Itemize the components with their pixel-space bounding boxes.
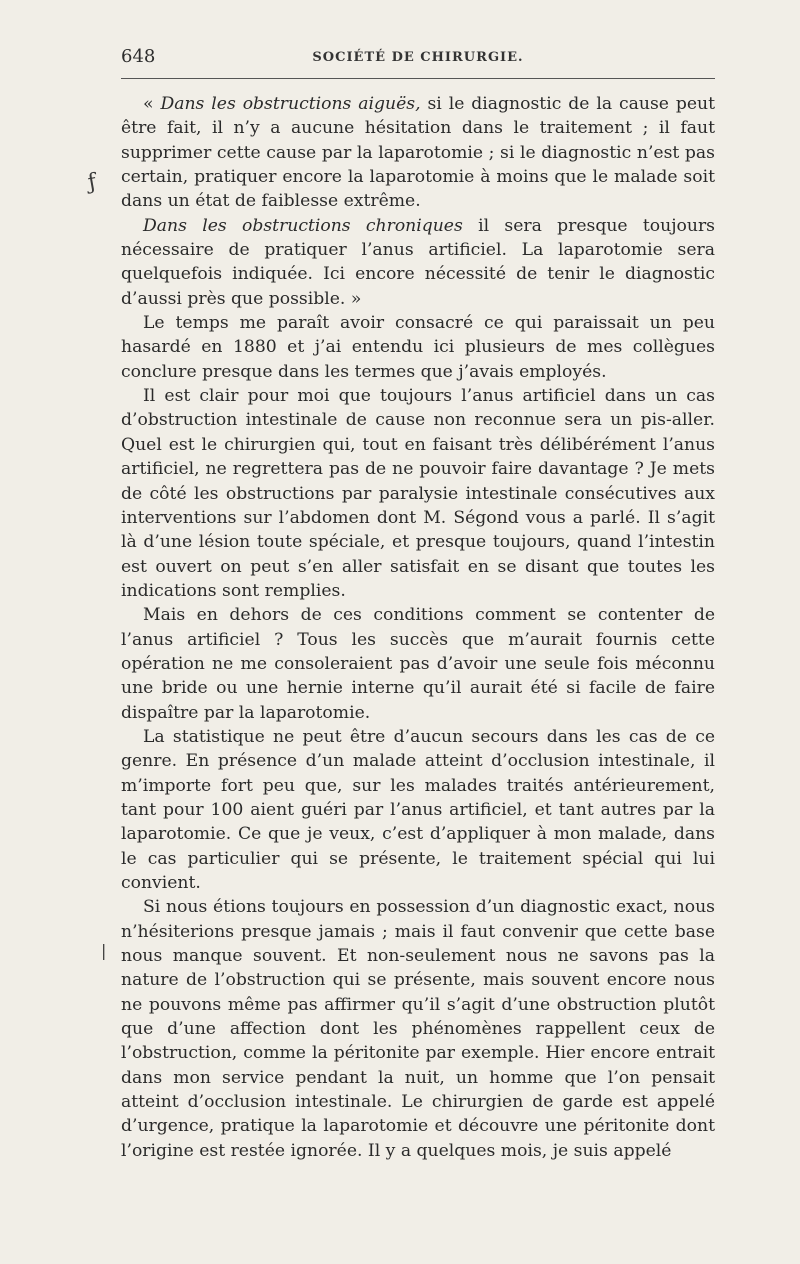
paragraph-text: Mais en dehors de ces conditions comment se contenter de l’anus artificiel ? Tous les succès que m’aurait fournis cette opération ne me consoleraient pas d’avoir une seule fois méconnu une bride ou une hernie interne qu’il aurait été si facile de faire dispaître par la laparotomie. — [121, 605, 715, 723]
paragraph — [121, 214, 715, 311]
quote-open: « — [143, 94, 161, 114]
body-text — [121, 92, 715, 1163]
paragraph — [121, 895, 715, 1163]
paragraph — [121, 311, 715, 384]
paragraph — [121, 725, 715, 895]
italic-lead: Dans les obstructions chroniques — [143, 215, 463, 236]
page-number: 648 — [121, 46, 156, 67]
paragraph-text: Il est clair pour moi que toujours l’anus artificiel dans un cas d’obstruction intestinale de cause non reconnue sera un pis-aller. Quel est le chirurgien qui, tout en faisant très délibérément l’anus artificiel, ne regrettera pas de ne pouvoir faire davantage ? Je mets de côté les obstructions par paralysie intestinale consécutives aux interventions sur l’abdomen dont M. Ségond vous a parlé. Il s’agit là d’une lésion toute spéciale, et presque toujours, quand l’intestin est ouvert on peut s’en aller satisfait en se disant que toutes les indications sont remplies. — [121, 386, 715, 601]
paragraph-text: Si nous étions toujours en possession d’un diagnostic exact, nous n’hésiterions presque jamais ; mais il faut convenir que cette base nous manque souvent. Et non-seulement nous ne savons pas la nature de l’obstruction qui se présente, mais souvent encore nous ne pouvons même pas affirmer qu’il s’agit d’une obstruction plutôt que d’une affection dont les phénomènes rappellent ceux de l’obstruction, comme la péritonite par exemple. Hier encore entrait dans mon service pendant la nuit, un homme que l’on pensait atteint d’occlusion intestinale. Le chirurgien de garde est appelé d’urgence, pratique la laparotomie et découvre une péritonite dont l’origine est restée ignorée. Il y a quelques mois, je suis appelé — [121, 897, 715, 1161]
paragraph — [121, 92, 715, 214]
paragraph-text: Le temps me paraît avoir consacré ce qui paraissait un peu hasardé en 1880 et j’ai entendu ici plusieurs de mes collègues conclure presque dans les termes que j’avais employés. — [121, 313, 715, 382]
paragraph-text: si le diagnostic de la cause peut être fait, il n’y a aucune hésitation dans le traitement ; il faut supprimer cette cause par la laparotomie ; si le diagnostic n’est pas certain, pratiquer encore la laparotomie à moins que le malade soit dans un état de faiblesse extrême. — [121, 94, 716, 212]
running-title: SOCIÉTÉ DE CHIRURGIE. — [312, 50, 524, 65]
page-header — [121, 46, 715, 74]
header-rule — [121, 78, 715, 79]
margin-annotation-mark: ƒ — [85, 169, 99, 196]
italic-lead: Dans les obstructions aiguës, — [160, 94, 421, 114]
paragraph — [121, 603, 715, 725]
paragraph-text: il sera presque toujours nécessaire de pratiquer l’anus artificiel. La laparotomie sera quelquefois indiquée. Ici encore nécessité de tenir le diagnostic d’aussi près que possible. » — [121, 215, 715, 309]
paragraph-text: La statistique ne peut être d’aucun secours dans les cas de ce genre. En présence d’un malade atteint d’occlusion intestinale, il m’importe fort peu que, sur les malades traités antérieurement, tant pour 100 aient guéri par l’anus artificiel, et tant autres par la laparotomie. Ce que je veux, c’est d’appliquer à mon malade, dans le cas particulier qui se présente, le traitement spécial qui lui convient. — [121, 726, 715, 893]
paragraph — [121, 384, 715, 603]
margin-annotation-mark: | — [101, 941, 107, 960]
